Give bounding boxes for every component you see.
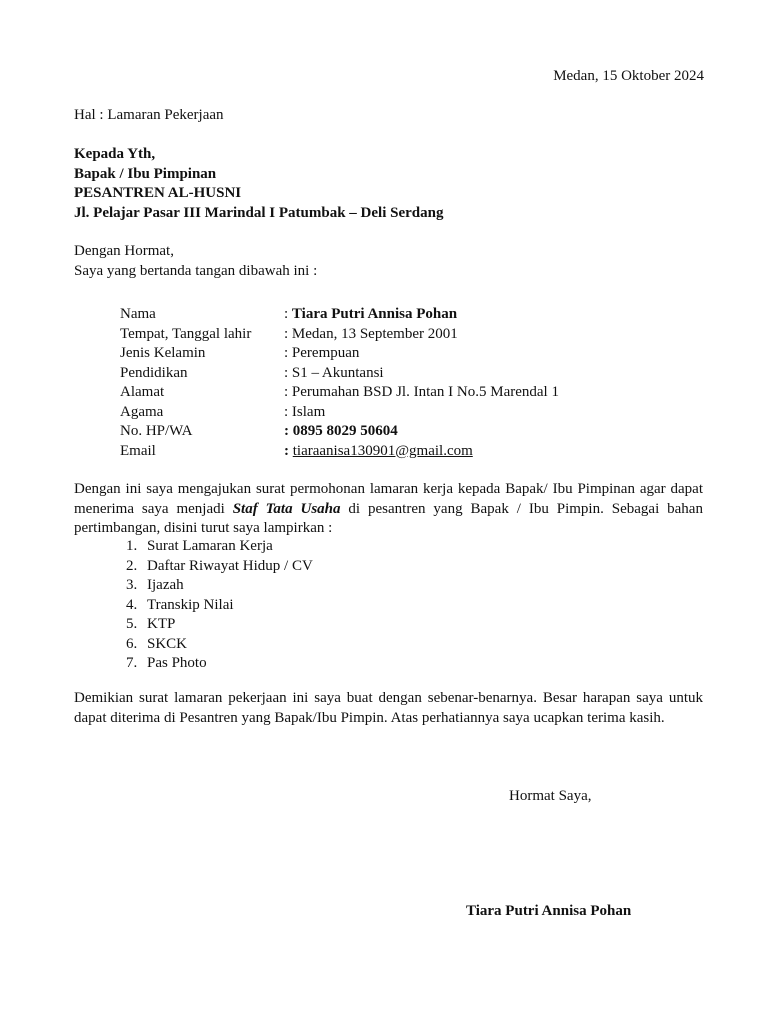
identity-row-name <box>120 305 559 325</box>
identity-table <box>120 305 559 461</box>
closing-salutation: Hormat Saya, <box>509 788 592 804</box>
identity-label: Nama <box>120 306 156 322</box>
list-item: 5. KTP <box>126 616 176 632</box>
closing-paragraph: Demikian surat lamaran pekerjaan ini saya buat dengan sebenar-benarnya. Besar harapan saya untuk dapat diterima di Pesantren yang Bapak/Ibu Pimpin. Atas perhatiannya saya ucapkan terima kasih. <box>74 690 703 726</box>
greeting-salutation: Dengan Hormat, <box>74 243 174 259</box>
application-paragraph: Dengan ini saya mengajukan surat permohonan lamaran kerja kepada Bapak/ Ibu Pimpinan agar dapat menerima saya menjadi Staf Tata Usaha di pesantren yang Bapak / Ibu Pimpin. Sebagai bahan pertimbangan, disini turut saya lampirkan : <box>74 481 703 536</box>
attachments-list <box>126 537 313 674</box>
identity-label: Agama <box>120 403 164 420</box>
letter-date: Medan, 15 Oktober 2024 <box>553 68 704 84</box>
recipient-salutation: Kepada Yth, <box>74 146 156 162</box>
identity-value: : 0895 8029 50604 <box>284 423 398 439</box>
identity-label: No. HP/WA <box>120 423 193 439</box>
identity-label: Tempat, Tanggal lahir <box>120 325 252 342</box>
identity-value: : Perempuan <box>284 345 360 361</box>
identity-value: : Tiara Putri Annisa Pohan <box>284 306 458 322</box>
recipient-institution: PESANTREN AL-HUSNI <box>74 185 242 201</box>
identity-row-religion <box>120 403 559 423</box>
identity-row-email <box>120 442 559 462</box>
recipient-title: Bapak / Ibu Pimpinan <box>74 165 217 182</box>
list-item: 1. Surat Lamaran Kerja <box>126 538 273 554</box>
identity-row-address <box>120 383 559 403</box>
list-item: 2. Daftar Riwayat Hidup / CV <box>126 557 313 574</box>
identity-value: : tiaraanisa130901@gmail.com <box>284 442 473 459</box>
identity-row-education <box>120 364 559 384</box>
greeting-intro: Saya yang bertanda tangan dibawah ini : <box>74 262 318 279</box>
identity-row-birth <box>120 325 559 345</box>
email-link[interactable]: tiaraanisa130901@gmail.com <box>292 442 473 459</box>
list-item: 6. SKCK <box>126 635 188 652</box>
identity-value: : Medan, 13 September 2001 <box>284 325 458 342</box>
list-item: 4. Transkip Nilai <box>126 596 234 613</box>
recipient-block <box>74 145 443 223</box>
list-item: 7. Pas Photo <box>126 655 207 671</box>
identity-value: : Islam <box>284 403 326 420</box>
identity-value: : Perumahan BSD Jl. Intan I No.5 Marendal 1 <box>284 384 559 400</box>
letter-subject: Hal : Lamaran Pekerjaan <box>74 107 224 123</box>
list-item: 3. Ijazah <box>126 577 184 593</box>
identity-label: Jenis Kelamin <box>120 345 206 361</box>
identity-label: Alamat <box>120 384 165 400</box>
greeting-block <box>74 242 317 281</box>
signer-name: Tiara Putri Annisa Pohan <box>466 903 632 919</box>
identity-row-gender <box>120 344 559 364</box>
identity-row-phone <box>120 422 559 442</box>
identity-value: : S1 – Akuntansi <box>284 364 384 381</box>
identity-label: Pendidikan <box>120 364 188 381</box>
position-title: Staf Tata Usaha <box>232 500 341 517</box>
recipient-address: Jl. Pelajar Pasar III Marindal I Patumbak – Deli Serdang <box>74 204 444 221</box>
identity-label: Email <box>120 442 156 459</box>
